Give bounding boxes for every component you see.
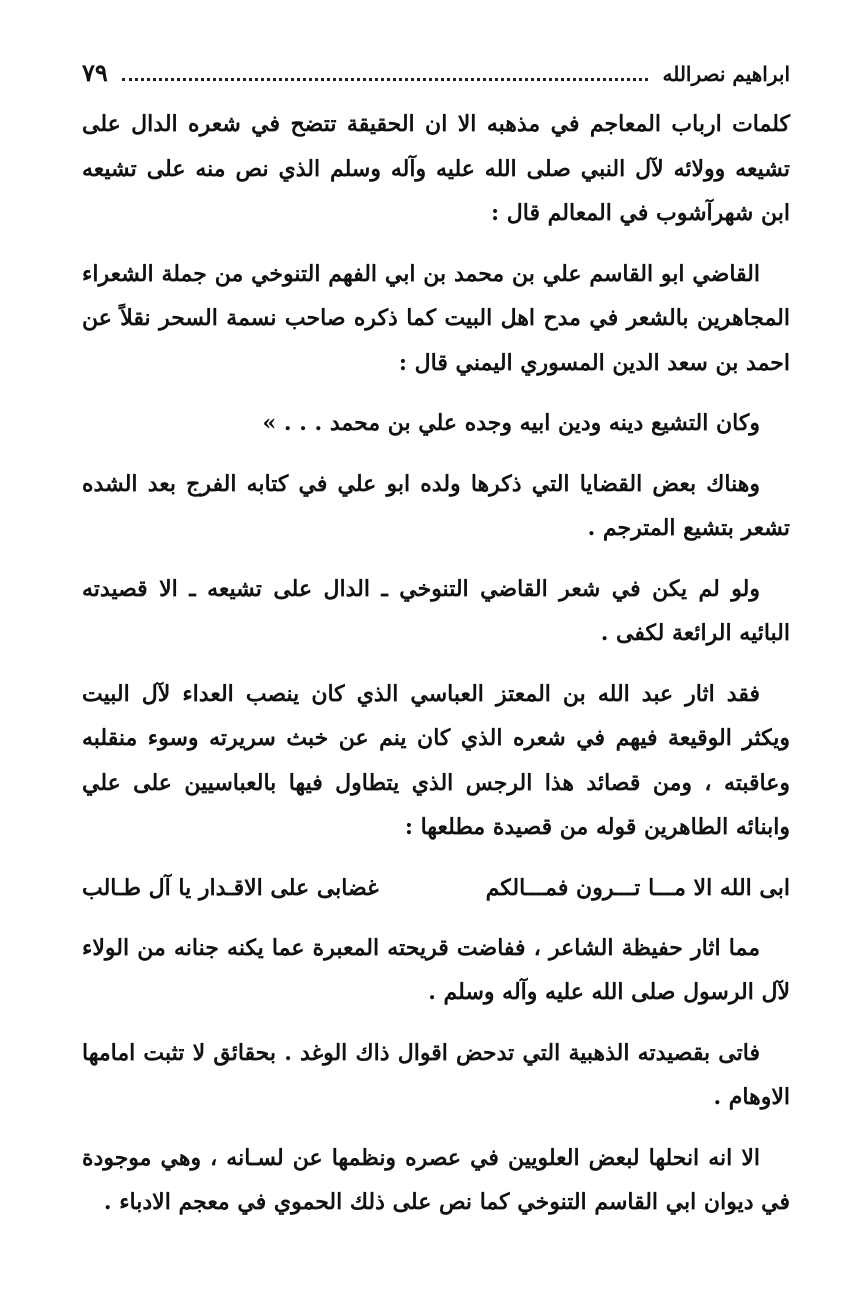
verse-first-hemistich: ابى الله الا مـــا تـــرون فمـــالكم bbox=[485, 874, 790, 901]
paragraph: القاضي ابو القاسم علي بن محمد بن ابي الفهم التنوخي من جملة الشعراء المجاهرين بالشعر في مدح اهل البيت كما ذكره صاحب نسمة السحر نقلاً عن احمد بن سعد الدين المسوري اليمني قال : bbox=[82, 260, 790, 376]
poetry-verse bbox=[82, 866, 790, 910]
paragraph: الا انه انحلها لبعض العلويين في عصره ونظمها عن لسـانه ، وهي موجودة في ديوان ابي القاسم التنوخي كما نص على ذلك الحموي في معجم الادباء . bbox=[82, 1144, 790, 1215]
paragraph: فقد اثار عبد الله بن المعتز العباسي الذي كان ينصب العداء لآل البيت ويكثر الوقيعة فيهم في شعره الذي كان ينم عن خبث سريرته وسوء منقلبه وعاقبته ، ومن قصائد هذا الرجس الذي يتطاول فيها بالعباسيين على علي وابنائه الطاهرين قوله من قصيدة مطلعها : bbox=[82, 680, 790, 840]
running-title: ابراهيم نصرالله bbox=[662, 62, 790, 86]
paragraph: كلمات ارباب المعاجم في مذهبه الا ان الحقيقة تتضح في شعره الدال على تشيعه وولائه لآل النبي صلى الله عليه وآله وسلم الذي نص منه على تشيعه ابن شهرآشوب في المعالم قال : bbox=[82, 111, 790, 226]
header-leader-dots bbox=[122, 78, 649, 81]
paragraph: مما اثار حفيظة الشاعر ، ففاضت قريحته المعبرة عما يكنه جنانه من الولاء لآل الرسول صلى الله عليه وآله وسلم . bbox=[82, 934, 790, 1005]
book-page bbox=[82, 58, 790, 1241]
verse-second-hemistich: غضابى على الاقـدار يا آل طـالب bbox=[82, 874, 379, 901]
paragraph: ولو لم يكن في شعر القاضي التنوخي ـ الدال على تشيعه ـ الا قصيدته البائيه الرائعة لكفى . bbox=[82, 575, 790, 646]
paragraph: وكان التشيع دينه ودين ابيه وجده علي بن محمد . . . » bbox=[262, 410, 760, 436]
page-number: ٧٩ bbox=[82, 58, 108, 87]
paragraph: فاتى بقصيدته الذهبية التي تدحض اقوال ذاك الوغد . بحقائق لا تثبت امامها الاوهام . bbox=[82, 1039, 790, 1110]
running-header bbox=[82, 58, 790, 102]
paragraph: وهناك بعض القضايا التي ذكرها ولده ابو علي في كتابه الفرج بعد الشده تشعر بتشيع المترجم . bbox=[82, 470, 790, 541]
